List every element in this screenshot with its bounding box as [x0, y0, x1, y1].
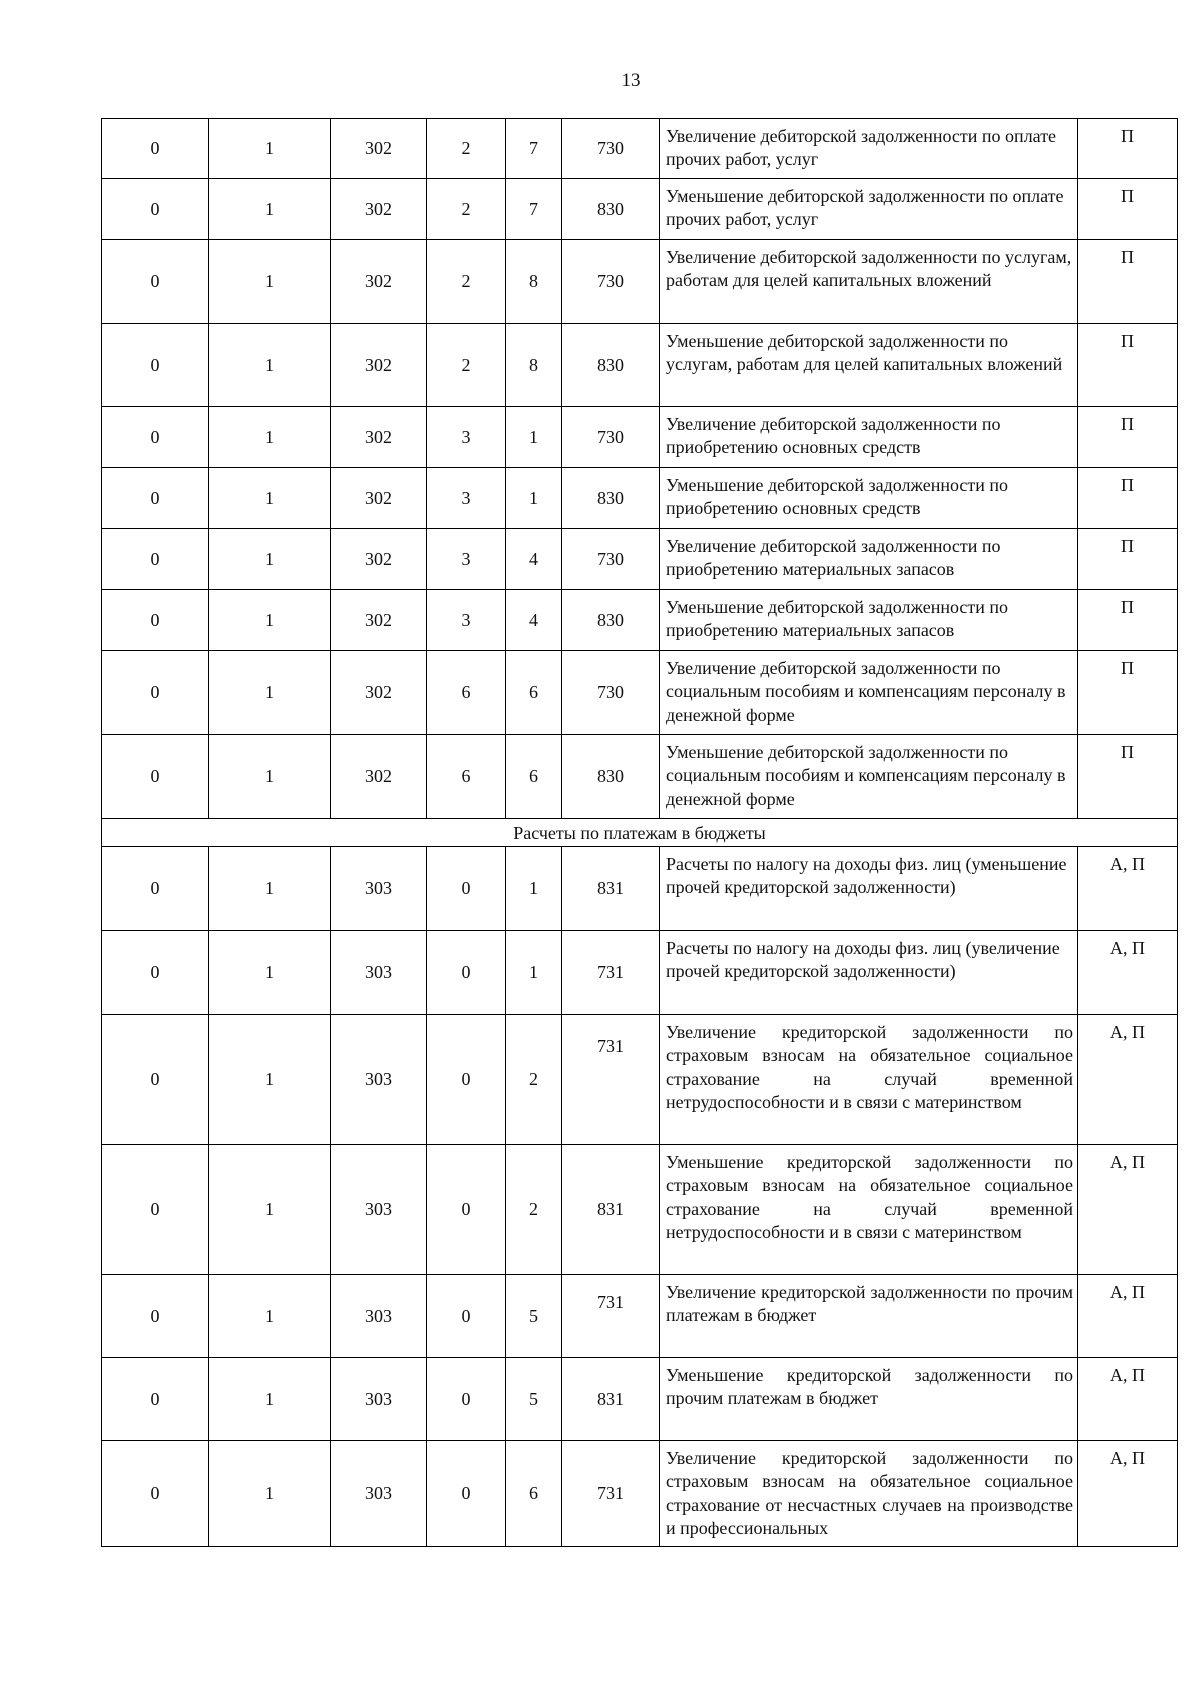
code-cell: 3	[427, 468, 506, 529]
code-cell: 7	[506, 119, 562, 179]
code-cell: 0	[102, 931, 209, 1015]
code-cell: 303	[331, 1015, 427, 1145]
code-cell: 830	[562, 735, 660, 819]
code-cell: 0	[427, 1015, 506, 1145]
code-cell: 303	[331, 1145, 427, 1275]
code-cell: 0	[102, 179, 209, 240]
code-cell: 8	[506, 240, 562, 324]
table-row	[102, 847, 1178, 931]
code-cell: 1	[209, 529, 331, 590]
code-cell: 1	[209, 407, 331, 468]
description-cell: Уменьшение дебиторской задолженности по социальным пособиям и компенсациям персоналу в денежной форме	[660, 735, 1078, 819]
code-cell: 302	[331, 651, 427, 735]
flag-cell: А, П	[1078, 1441, 1178, 1547]
description-cell: Расчеты по налогу на доходы физ. лиц (увеличение прочей кредиторской задолженности)	[660, 931, 1078, 1015]
table-row	[102, 590, 1178, 651]
code-cell: 5	[506, 1275, 562, 1358]
code-cell: 1	[209, 240, 331, 324]
code-cell: 1	[209, 468, 331, 529]
description-cell: Увеличение дебиторской задолженности по оплате прочих работ, услуг	[660, 119, 1078, 179]
description-cell: Увеличение кредиторской задолженности по страховым взносам на обязательное социальное страхование от несчастных случаев на производстве и профессиональных	[660, 1441, 1078, 1547]
description-cell: Увеличение кредиторской задолженности по страховым взносам на обязательное социальное страхование на случай временной нетрудоспособности и в связи с материнством	[660, 1015, 1078, 1145]
table-row	[102, 407, 1178, 468]
table-row	[102, 324, 1178, 407]
code-cell: 0	[427, 1358, 506, 1441]
code-cell: 0	[427, 1145, 506, 1275]
code-cell: 0	[102, 119, 209, 179]
code-cell: 731	[562, 1015, 660, 1145]
code-cell: 731	[562, 1275, 660, 1358]
code-cell: 730	[562, 119, 660, 179]
code-cell: 1	[209, 324, 331, 407]
code-cell: 1	[209, 590, 331, 651]
description-cell: Уменьшение дебиторской задолженности по приобретению материальных запасов	[660, 590, 1078, 651]
code-cell: 1	[209, 1358, 331, 1441]
table-row	[102, 240, 1178, 324]
description-cell: Уменьшение дебиторской задолженности по приобретению основных средств	[660, 468, 1078, 529]
code-cell: 1	[209, 1145, 331, 1275]
code-cell: 303	[331, 1358, 427, 1441]
code-cell: 730	[562, 407, 660, 468]
flag-cell: П	[1078, 735, 1178, 819]
code-cell: 3	[427, 407, 506, 468]
code-cell: 302	[331, 735, 427, 819]
table-row	[102, 1015, 1178, 1145]
code-cell: 730	[562, 240, 660, 324]
section-title: Расчеты по платежам в бюджеты	[102, 819, 1178, 847]
code-cell: 3	[427, 590, 506, 651]
code-cell: 2	[506, 1145, 562, 1275]
code-cell: 302	[331, 324, 427, 407]
flag-cell: А, П	[1078, 1145, 1178, 1275]
code-cell: 303	[331, 847, 427, 931]
code-cell: 0	[427, 1275, 506, 1358]
code-cell: 0	[102, 1358, 209, 1441]
code-cell: 0	[427, 931, 506, 1015]
code-cell: 6	[506, 1441, 562, 1547]
account-codes-table	[101, 118, 1178, 1547]
description-cell: Увеличение дебиторской задолженности по приобретению материальных запасов	[660, 529, 1078, 590]
code-cell: 302	[331, 119, 427, 179]
code-cell: 2	[506, 1015, 562, 1145]
code-cell: 830	[562, 590, 660, 651]
flag-cell: П	[1078, 179, 1178, 240]
code-cell: 1	[209, 847, 331, 931]
code-cell: 831	[562, 1145, 660, 1275]
table-row	[102, 468, 1178, 529]
flag-cell: П	[1078, 590, 1178, 651]
flag-cell: П	[1078, 324, 1178, 407]
code-cell: 302	[331, 240, 427, 324]
flag-cell: П	[1078, 529, 1178, 590]
table-row	[102, 529, 1178, 590]
code-cell: 1	[209, 931, 331, 1015]
flag-cell: А, П	[1078, 1358, 1178, 1441]
code-cell: 303	[331, 1275, 427, 1358]
code-cell: 302	[331, 179, 427, 240]
flag-cell: П	[1078, 468, 1178, 529]
code-cell: 731	[562, 931, 660, 1015]
code-cell: 6	[506, 735, 562, 819]
code-cell: 1	[209, 1275, 331, 1358]
code-cell: 5	[506, 1358, 562, 1441]
description-cell: Уменьшение кредиторской задолженности по прочим платежам в бюджет	[660, 1358, 1078, 1441]
code-cell: 7	[506, 179, 562, 240]
code-cell: 302	[331, 407, 427, 468]
section-row	[102, 819, 1178, 847]
code-cell: 302	[331, 468, 427, 529]
page-number: 13	[621, 70, 641, 91]
flag-cell: П	[1078, 651, 1178, 735]
table-row	[102, 735, 1178, 819]
code-cell: 302	[331, 529, 427, 590]
code-cell: 2	[427, 240, 506, 324]
table-row	[102, 1145, 1178, 1275]
flag-cell: А, П	[1078, 1275, 1178, 1358]
flag-cell: А, П	[1078, 847, 1178, 931]
flag-cell: А, П	[1078, 1015, 1178, 1145]
code-cell: 1	[209, 179, 331, 240]
code-cell: 2	[427, 324, 506, 407]
code-cell: 0	[102, 1145, 209, 1275]
code-cell: 6	[427, 651, 506, 735]
code-cell: 0	[427, 847, 506, 931]
description-cell: Увеличение дебиторской задолженности по приобретению основных средств	[660, 407, 1078, 468]
code-cell: 2	[427, 179, 506, 240]
code-cell: 731	[562, 1441, 660, 1547]
table-row	[102, 119, 1178, 179]
code-cell: 1	[506, 847, 562, 931]
code-cell: 831	[562, 847, 660, 931]
code-cell: 0	[102, 529, 209, 590]
code-cell: 1	[209, 119, 331, 179]
code-cell: 0	[427, 1441, 506, 1547]
table-row	[102, 931, 1178, 1015]
code-cell: 8	[506, 324, 562, 407]
code-cell: 1	[209, 1441, 331, 1547]
flag-cell: П	[1078, 240, 1178, 324]
table-row	[102, 1275, 1178, 1358]
code-cell: 0	[102, 407, 209, 468]
table-row	[102, 1441, 1178, 1547]
code-cell: 0	[102, 324, 209, 407]
code-cell: 303	[331, 931, 427, 1015]
code-cell: 0	[102, 1015, 209, 1145]
code-cell: 1	[209, 1015, 331, 1145]
code-cell: 1	[506, 468, 562, 529]
code-cell: 0	[102, 240, 209, 324]
code-cell: 3	[427, 529, 506, 590]
code-cell: 4	[506, 590, 562, 651]
table-body	[102, 119, 1178, 1547]
code-cell: 1	[506, 407, 562, 468]
flag-cell: П	[1078, 119, 1178, 179]
code-cell: 730	[562, 529, 660, 590]
code-cell: 0	[102, 1275, 209, 1358]
code-cell: 0	[102, 590, 209, 651]
description-cell: Расчеты по налогу на доходы физ. лиц (уменьшение прочей кредиторской задолженности)	[660, 847, 1078, 931]
description-cell: Увеличение дебиторской задолженности по услугам, работам для целей капитальных вложений	[660, 240, 1078, 324]
code-cell: 830	[562, 324, 660, 407]
code-cell: 303	[331, 1441, 427, 1547]
code-cell: 730	[562, 651, 660, 735]
code-cell: 0	[102, 468, 209, 529]
code-cell: 0	[102, 735, 209, 819]
code-cell: 2	[427, 119, 506, 179]
table-row	[102, 1358, 1178, 1441]
code-cell: 830	[562, 468, 660, 529]
table-row	[102, 179, 1178, 240]
code-cell: 830	[562, 179, 660, 240]
description-cell: Увеличение дебиторской задолженности по социальным пособиям и компенсациям персоналу в денежной форме	[660, 651, 1078, 735]
code-cell: 831	[562, 1358, 660, 1441]
code-cell: 1	[209, 735, 331, 819]
code-cell: 302	[331, 590, 427, 651]
code-cell: 0	[102, 1441, 209, 1547]
flag-cell: П	[1078, 407, 1178, 468]
description-cell: Увеличение кредиторской задолженности по прочим платежам в бюджет	[660, 1275, 1078, 1358]
code-cell: 6	[506, 651, 562, 735]
flag-cell: А, П	[1078, 931, 1178, 1015]
description-cell: Уменьшение кредиторской задолженности по страховым взносам на обязательное социальное страхование на случай временной нетрудоспособности и в связи с материнством	[660, 1145, 1078, 1275]
code-cell: 1	[209, 651, 331, 735]
code-cell: 1	[506, 931, 562, 1015]
code-cell: 6	[427, 735, 506, 819]
code-cell: 4	[506, 529, 562, 590]
code-cell: 0	[102, 847, 209, 931]
table-row	[102, 651, 1178, 735]
description-cell: Уменьшение дебиторской задолженности по услугам, работам для целей капитальных вложений	[660, 324, 1078, 407]
code-cell: 0	[102, 651, 209, 735]
description-cell: Уменьшение дебиторской задолженности по оплате прочих работ, услуг	[660, 179, 1078, 240]
